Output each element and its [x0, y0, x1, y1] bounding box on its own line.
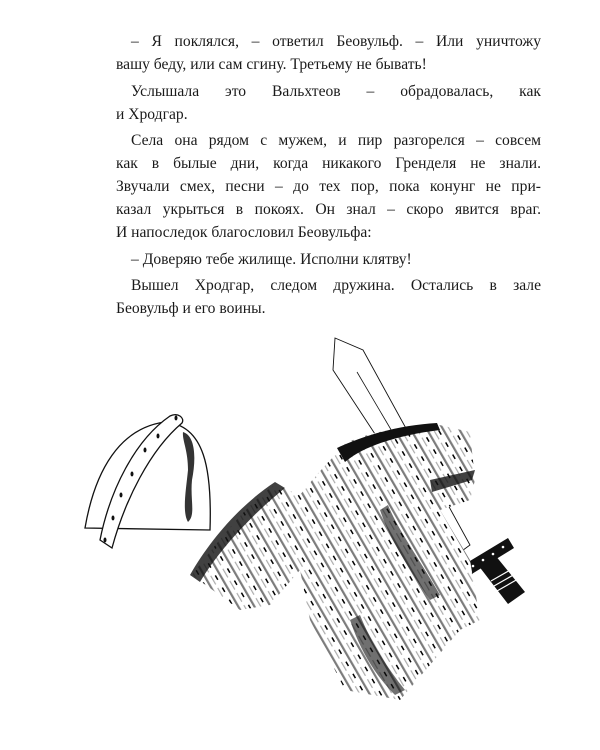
text-line: И напоследок благословил Беовульфа:	[116, 224, 372, 241]
text-line: казал укрыться в покоях. Он знал – скоро явится враг.	[116, 201, 541, 218]
text-line: как в былые дни, когда никакого Гренделя не знали.	[116, 155, 541, 172]
text-line: Вышел Хродгар, следом дружина. Остались в зале	[131, 277, 541, 294]
helmet-icon	[85, 415, 210, 548]
text-line: – Я поклялся, – ответил Беовульф. – Или уничтожу	[131, 33, 541, 50]
text-line: и Хродгар.	[116, 105, 188, 123]
text-line: Села она рядом с мужем, и пир разгорелся – совсем	[131, 132, 541, 149]
text-line: Беовульф и его воины.	[116, 300, 266, 317]
chainmail-icon	[190, 423, 480, 700]
text-line: Звучали смех, песни – до тех пор, пока конунг не при-	[116, 178, 541, 195]
text-line: – Доверяю тебе жилище. Исполни клятву!	[131, 250, 412, 268]
text-line: вашу беду, или сам сгину. Третьему не бывать!	[116, 56, 427, 73]
text-line: Услышала это Вальхтеов – обрадовалась, как	[131, 82, 541, 100]
